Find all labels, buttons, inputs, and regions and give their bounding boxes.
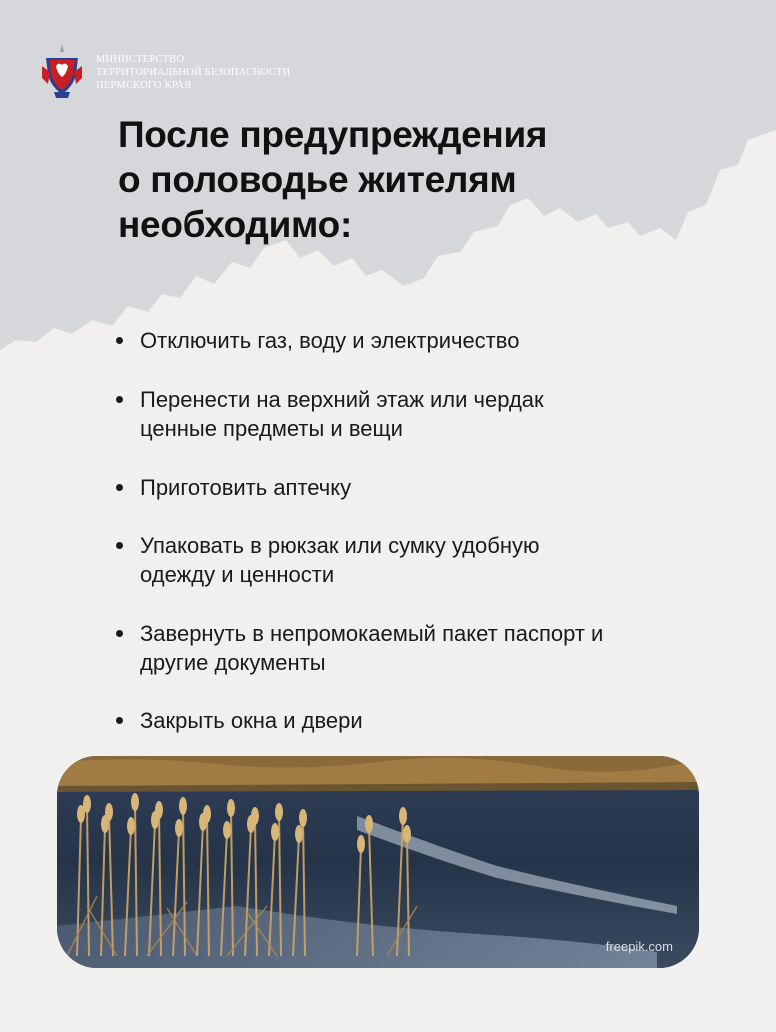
list-item [114,706,680,735]
list-item [114,619,680,677]
list-item [114,531,680,589]
org-line: МИНИСТЕРСТВО [96,54,185,65]
page-title [118,112,678,247]
list-item-text: другие документы [140,650,326,675]
list-item-text: ценные предметы и вещи [140,416,403,441]
list-item-text: Приготовить аптечку [140,475,352,500]
list-item-text: Закрыть окна и двери [140,708,363,733]
list-item-text: Упаковать в рюкзак или сумку удобную [140,533,540,558]
list-item-text: одежду и ценности [140,562,335,587]
bullet-icon [116,717,123,724]
organization-name [96,53,290,92]
ministry-logo [40,44,84,98]
bullet-icon [116,337,123,344]
list-item [114,473,680,502]
list-item-text: Перенести на верхний этаж или чердак [140,387,544,412]
list-item [114,385,680,443]
list-item [114,326,680,355]
list-item-text: Отключить газ, воду и электричество [140,328,520,353]
photo-credit: freepik.com [605,939,673,954]
bullet-icon [116,630,123,637]
title-line: о половодье жителям [118,159,517,200]
bullet-icon [116,396,123,403]
title-line: необходимо: [118,204,352,245]
bullet-icon [116,484,123,491]
flood-photo [57,756,699,968]
org-line: ПЕРМСКОГО КРАЯ [96,80,192,91]
reeds-water-illustration [57,756,699,968]
title-line: После предупреждения [118,114,548,155]
bullet-icon [116,542,123,549]
list-item-text: Завернуть в непромокаемый пакет паспорт и [140,621,604,646]
org-line: ТЕРРИТОРИАЛЬНОЙ БЕЗОПАСНОСТИ [96,67,291,78]
